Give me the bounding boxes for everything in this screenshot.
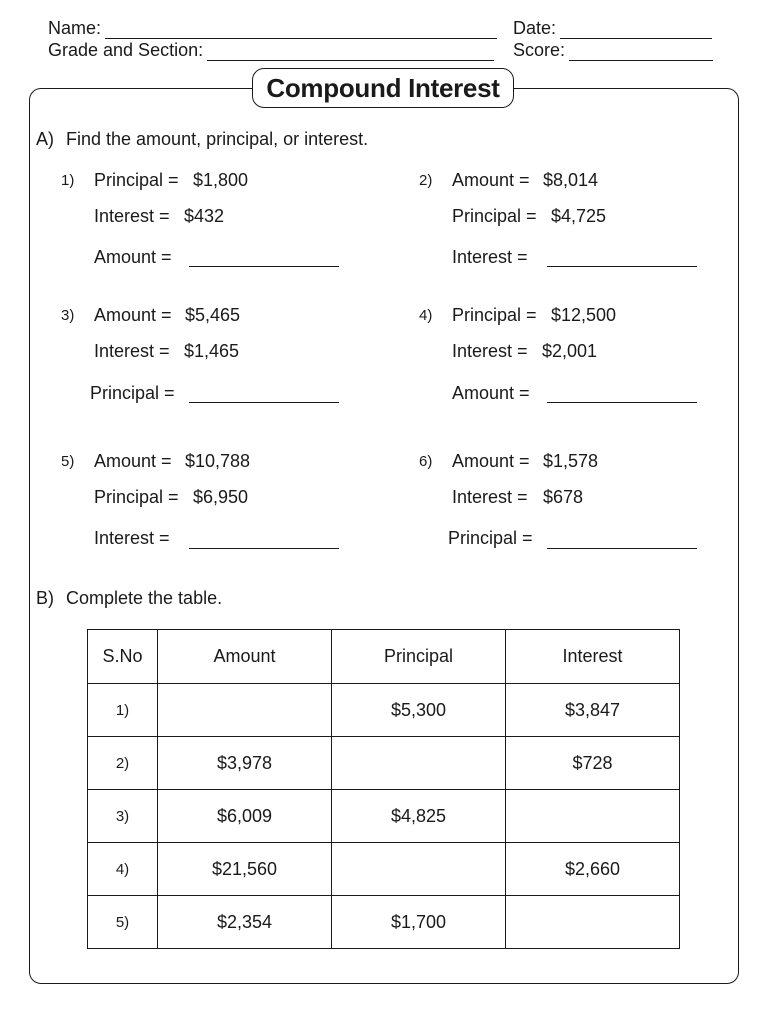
- table-cell-sno: 4): [88, 843, 158, 896]
- table-cell-sno: 1): [88, 684, 158, 737]
- problem-number: 1): [61, 172, 75, 189]
- given-label: Principal =: [452, 305, 537, 325]
- score-label: Score:: [513, 40, 566, 60]
- given-value: $432: [184, 206, 225, 226]
- given-value: $8,014: [543, 170, 599, 190]
- given-label: Principal =: [94, 170, 179, 190]
- section-b-instruction: Complete the table.: [66, 588, 223, 608]
- answer-blank[interactable]: [547, 266, 697, 267]
- given-label: Principal =: [452, 206, 537, 226]
- section-a-instruction: Find the amount, principal, or interest.: [66, 129, 369, 149]
- table-cell-principal: $1,700: [332, 896, 506, 949]
- grade-field[interactable]: [48, 40, 494, 61]
- problem-number: 3): [61, 307, 75, 324]
- score-blank[interactable]: [569, 44, 713, 61]
- given-value: $4,725: [551, 206, 607, 226]
- grade-blank[interactable]: [207, 44, 494, 61]
- table-cell-sno: 3): [88, 790, 158, 843]
- grade-label: Grade and Section:: [48, 40, 204, 60]
- problem-number: 2): [419, 172, 433, 189]
- column-header: Amount: [158, 630, 332, 684]
- table-cell-sno: 5): [88, 896, 158, 949]
- name-blank[interactable]: [105, 22, 497, 39]
- table-row: [88, 790, 680, 843]
- table-row: [88, 737, 680, 790]
- ask-label: Amount =: [94, 247, 172, 267]
- ask-label: Amount =: [452, 383, 530, 403]
- table-cell-amount: $2,354: [158, 896, 332, 949]
- table-header-row: [88, 630, 680, 684]
- table-row: [88, 896, 680, 949]
- given-label: Amount =: [452, 451, 530, 471]
- answer-blank[interactable]: [547, 402, 697, 403]
- name-field[interactable]: [48, 18, 497, 39]
- given-label: Amount =: [452, 170, 530, 190]
- given-label: Principal =: [94, 487, 179, 507]
- given-value: $5,465: [185, 305, 241, 325]
- answer-blank[interactable]: [189, 548, 339, 549]
- given-label: Amount =: [94, 451, 172, 471]
- table-cell-principal[interactable]: [332, 737, 506, 790]
- ask-label: Principal =: [448, 528, 533, 548]
- date-label: Date:: [513, 18, 557, 38]
- table-cell-principal: $4,825: [332, 790, 506, 843]
- score-field[interactable]: [513, 40, 713, 61]
- given-label: Interest =: [452, 341, 528, 361]
- column-header: Principal: [332, 630, 506, 684]
- page-title: Compound Interest: [252, 68, 514, 108]
- answer-blank[interactable]: [547, 548, 697, 549]
- section-a-label: A): [36, 129, 54, 149]
- answer-blank[interactable]: [189, 266, 339, 267]
- given-value: $10,788: [185, 451, 251, 471]
- table-cell-interest[interactable]: [506, 790, 680, 843]
- given-value: $6,950: [193, 487, 249, 507]
- given-value: $1,465: [184, 341, 240, 361]
- given-label: Interest =: [452, 487, 528, 507]
- ask-label: Principal =: [90, 383, 175, 403]
- table-cell-principal: $5,300: [332, 684, 506, 737]
- answer-table: [87, 629, 680, 949]
- date-field[interactable]: [513, 18, 712, 39]
- given-value: $678: [543, 487, 584, 507]
- table-cell-amount: $6,009: [158, 790, 332, 843]
- section-b-label: B): [36, 588, 54, 608]
- table-cell-interest: $3,847: [506, 684, 680, 737]
- table-cell-principal[interactable]: [332, 843, 506, 896]
- table-row: [88, 684, 680, 737]
- column-header: Interest: [506, 630, 680, 684]
- section-a-heading: [36, 129, 368, 150]
- given-label: Interest =: [94, 206, 170, 226]
- date-blank[interactable]: [560, 22, 712, 39]
- given-label: Amount =: [94, 305, 172, 325]
- table-cell-sno: 2): [88, 737, 158, 790]
- table-cell-interest: $728: [506, 737, 680, 790]
- table-cell-amount[interactable]: [158, 684, 332, 737]
- answer-blank[interactable]: [189, 402, 339, 403]
- problem-number: 6): [419, 453, 433, 470]
- section-b-heading: [36, 588, 222, 609]
- ask-label: Interest =: [452, 247, 528, 267]
- table-cell-interest[interactable]: [506, 896, 680, 949]
- column-header: S.No: [88, 630, 158, 684]
- ask-label: Interest =: [94, 528, 170, 548]
- problem-number: 4): [419, 307, 433, 324]
- table-cell-amount: $3,978: [158, 737, 332, 790]
- table-cell-amount: $21,560: [158, 843, 332, 896]
- name-label: Name:: [48, 18, 102, 38]
- problem-number: 5): [61, 453, 75, 470]
- table-cell-interest: $2,660: [506, 843, 680, 896]
- given-label: Interest =: [94, 341, 170, 361]
- given-value: $1,578: [543, 451, 599, 471]
- given-value: $2,001: [542, 341, 598, 361]
- given-value: $12,500: [551, 305, 617, 325]
- table-row: [88, 843, 680, 896]
- given-value: $1,800: [193, 170, 249, 190]
